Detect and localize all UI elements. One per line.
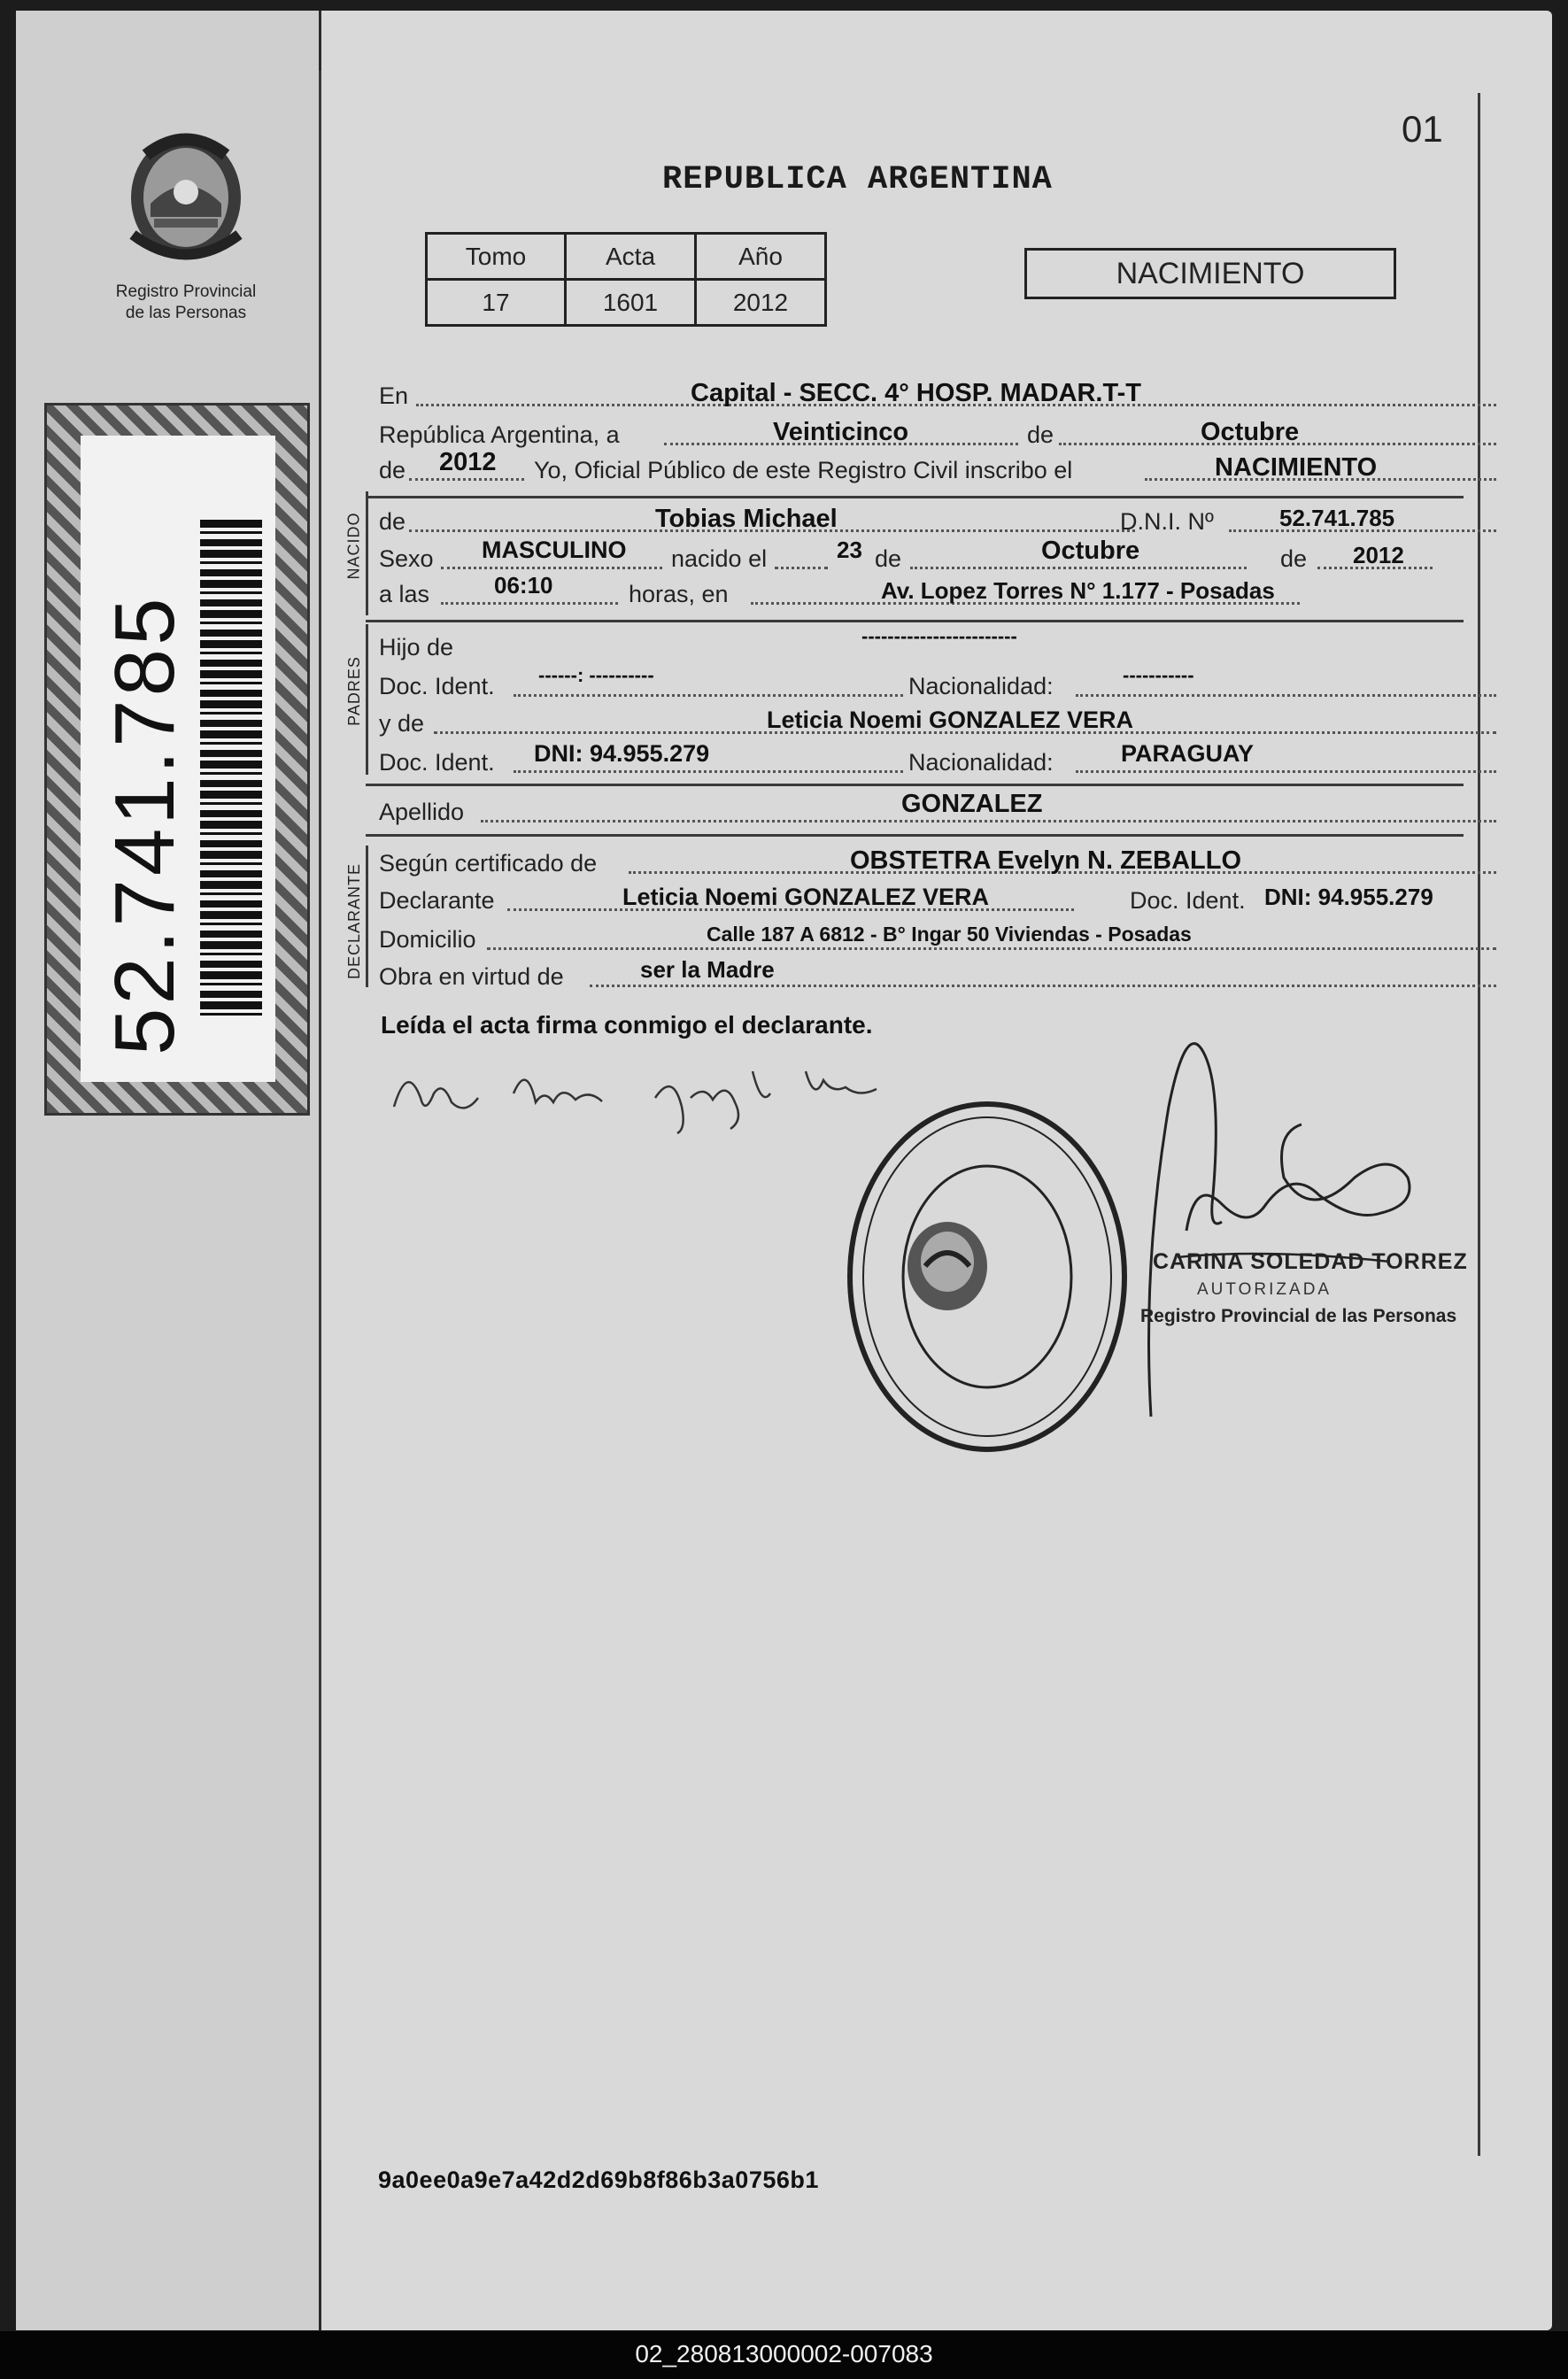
divider (366, 834, 1464, 837)
value-anio: 2012 (696, 280, 826, 326)
value-padre-doc: ------: ---------- (538, 664, 654, 686)
label-apellido: Apellido (379, 799, 465, 825)
label-republica: República Argentina, a (379, 421, 620, 448)
registry-table (425, 232, 827, 327)
dotted-line (1076, 770, 1496, 773)
value-anio-registro: 2012 (439, 448, 497, 476)
footer-id: 02_280813000002-007083 (635, 2340, 933, 2367)
section-line-declarante (366, 846, 368, 987)
declarant-signature (381, 1045, 912, 1142)
label-de: de (1280, 545, 1308, 572)
label-domicilio: Domicilio (379, 926, 476, 953)
record-type-box: NACIMIENTO (1024, 248, 1396, 299)
barcode-frame (44, 403, 310, 1116)
value-anio-nacimiento: 2012 (1353, 542, 1404, 568)
divider (366, 620, 1464, 622)
logo-caption (84, 282, 288, 324)
section-label-padres: PADRES (344, 656, 363, 726)
value-declarante: Leticia Noemi GONZALEZ VERA (622, 884, 990, 910)
dotted-line (481, 820, 1496, 823)
value-padre: ------------------------ (861, 625, 1017, 647)
dotted-line (441, 602, 618, 605)
value-padre-nacionalidad: ----------- (1123, 664, 1194, 686)
official-role: AUTORIZADA (1197, 1280, 1332, 1299)
right-margin-line (1478, 93, 1480, 2156)
value-dia: Veinticinco (773, 418, 909, 446)
province-emblem-icon (115, 120, 257, 270)
value-nombre: Tobias Michael (655, 505, 838, 533)
label-de: de (379, 508, 406, 535)
label-nacionalidad: Nacionalidad: (908, 673, 1054, 699)
official-signature (1089, 1000, 1443, 1425)
divider (366, 496, 1464, 498)
section-line-nacido (366, 491, 368, 615)
barcode-icon (200, 520, 262, 1016)
label-a-las: a las (379, 581, 430, 607)
barcode-number: 52.741.785 (97, 594, 192, 1055)
label-de: de (875, 545, 902, 572)
value-inscripcion: NACIMIENTO (1215, 453, 1378, 482)
section-label-declarante: DECLARANTE (345, 862, 364, 980)
logo-caption-line1: Registro Provincial (115, 282, 257, 301)
logo-caption-line2: de las Personas (125, 304, 247, 322)
left-stub (16, 11, 321, 2330)
label-declarante: Declarante (379, 887, 495, 914)
label-y-de: y de (379, 710, 425, 737)
label-doc-ident: Doc. Ident. (1130, 887, 1246, 914)
value-mes: Octubre (1201, 418, 1300, 446)
label-horas-en: horas, en (629, 581, 729, 607)
label-de: de (379, 457, 406, 483)
value-lugar-nacimiento: Av. Lopez Torres N° 1.177 - Posadas (881, 577, 1275, 604)
label-nacionalidad: Nacionalidad: (908, 749, 1054, 776)
value-madre: Leticia Noemi GONZALEZ VERA (767, 707, 1134, 733)
official-name: CARINA SOLEDAD TORREZ (1153, 1249, 1468, 1274)
dotted-line (441, 567, 662, 569)
value-tomo: 17 (427, 280, 566, 326)
label-de: de (1027, 421, 1054, 448)
registry-value-row (427, 280, 826, 326)
dotted-line (514, 770, 903, 773)
value-madre-doc: DNI: 94.955.279 (534, 740, 710, 767)
section-label-nacido: NACIDO (344, 512, 363, 580)
dotted-line (514, 694, 903, 697)
value-lugar-registro: Capital - SECC. 4° HOSP. MADAR.T-T (691, 379, 1141, 407)
document-hash: 9a0ee0a9e7a42d2d69b8f86b3a0756b1 (378, 2167, 819, 2193)
margin-line (319, 71, 321, 2160)
value-dni: 52.741.785 (1279, 505, 1395, 531)
header-tomo: Tomo (427, 234, 566, 280)
dotted-line (775, 567, 828, 569)
value-dia-nacimiento: 23 (837, 537, 862, 563)
label-dni: D.N.I. Nº (1120, 508, 1214, 535)
page-number: 01 (1402, 108, 1443, 150)
divider (366, 784, 1464, 786)
dotted-line (910, 567, 1247, 569)
dotted-line (1076, 694, 1496, 697)
official-office: Registro Provincial de las Personas (1140, 1306, 1457, 1326)
label-oficial: Yo, Oficial Público de este Registro Civil inscribo el (534, 457, 1073, 483)
value-domicilio: Calle 187 A 6812 - B° Ingar 50 Viviendas - Posadas (707, 923, 1192, 946)
label-doc-ident: Doc. Ident. (379, 673, 495, 699)
label-obra: Obra en virtud de (379, 963, 564, 990)
value-madre-nacionalidad: PARAGUAY (1121, 740, 1255, 767)
dotted-line (487, 947, 1496, 950)
country-heading: REPUBLICA ARGENTINA (662, 161, 1053, 198)
value-obra: ser la Madre (640, 956, 775, 983)
label-doc-ident: Doc. Ident. (379, 749, 495, 776)
value-sexo: MASCULINO (482, 537, 627, 563)
label-hijo-de: Hijo de (379, 634, 454, 660)
label-sexo: Sexo (379, 545, 434, 572)
section-line-padres (366, 624, 368, 775)
value-acta: 1601 (566, 280, 696, 326)
label-certificado: Según certificado de (379, 850, 598, 877)
read-note: Leída el acta firma conmigo el declarante. (381, 1011, 873, 1039)
value-declarante-doc: DNI: 94.955.279 (1264, 884, 1433, 910)
header-anio: Año (696, 234, 826, 280)
label-nacido-el: nacido el (671, 545, 768, 572)
barcode-label (81, 436, 275, 1082)
dotted-line (590, 985, 1496, 987)
value-apellido: GONZALEZ (901, 790, 1043, 818)
registry-header-row (427, 234, 826, 280)
label-en: En (379, 382, 409, 409)
header-acta: Acta (566, 234, 696, 280)
value-certificado: OBSTETRA Evelyn N. ZEBALLO (850, 846, 1242, 875)
value-mes-nacimiento: Octubre (1041, 537, 1140, 565)
value-hora: 06:10 (494, 572, 553, 599)
dotted-line (409, 478, 524, 481)
